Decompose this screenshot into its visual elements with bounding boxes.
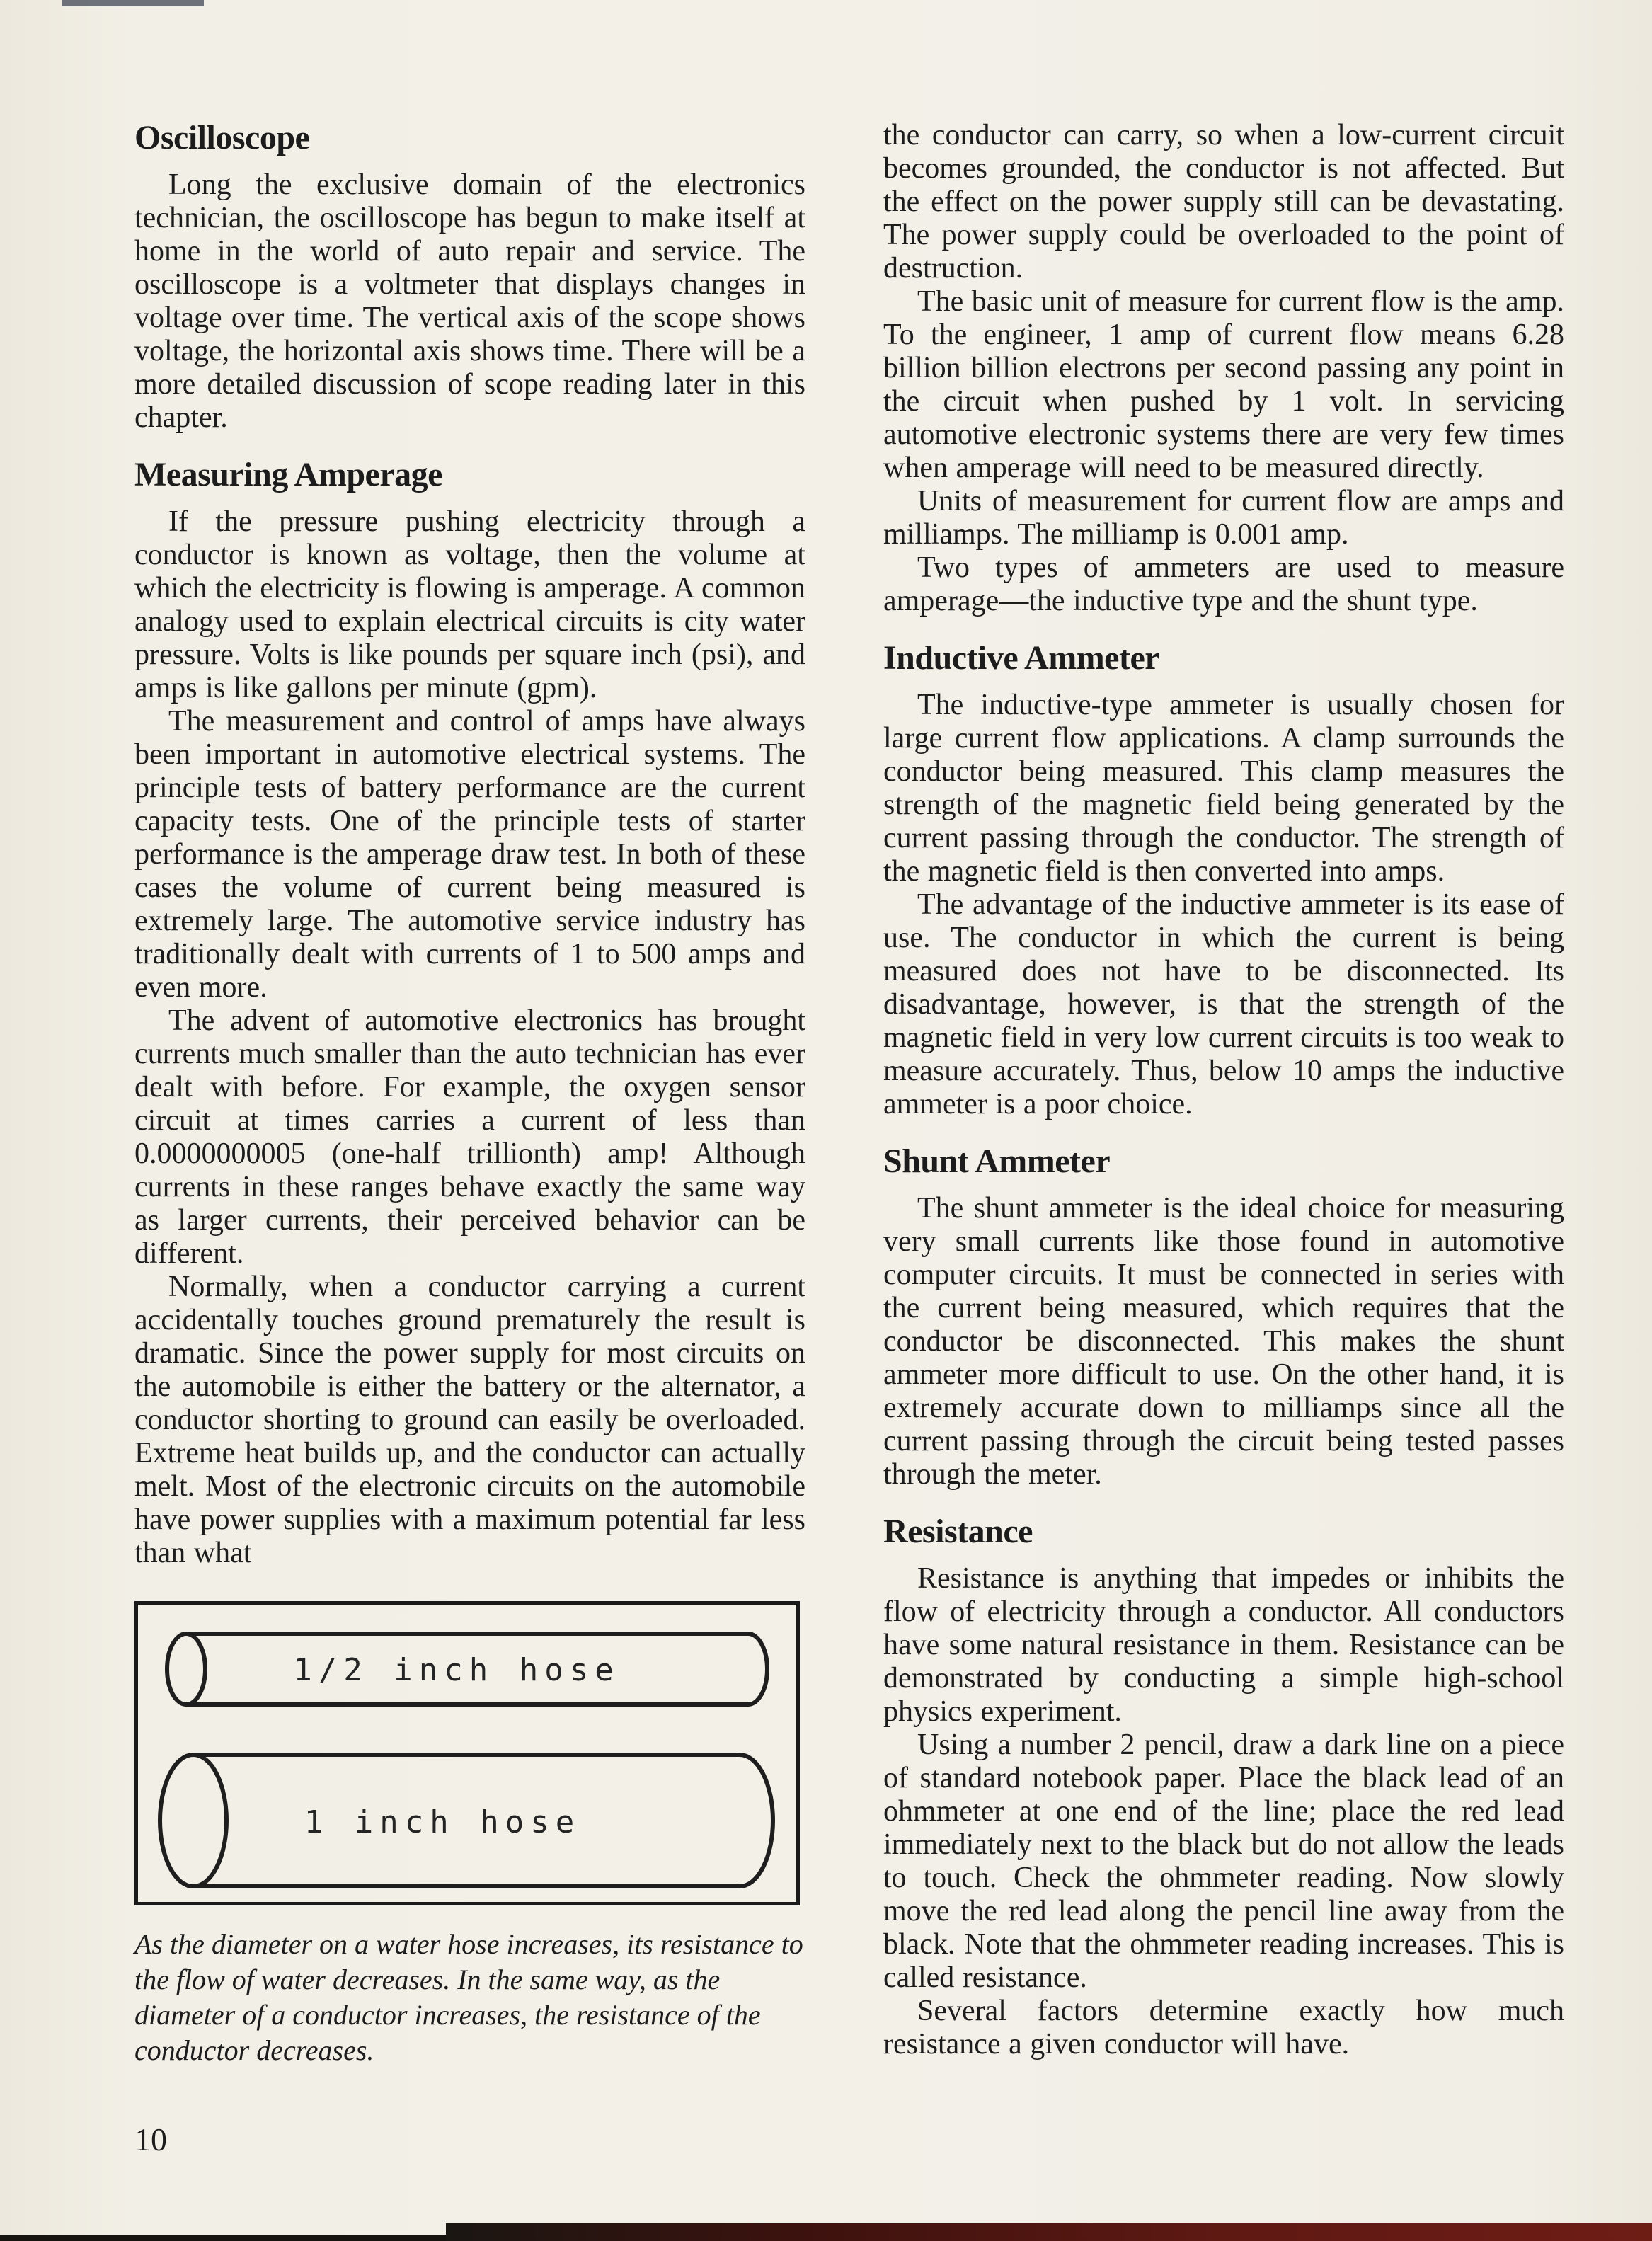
paragraph-amperage-pressure: If the pressure pushing electricity through a conductor is known as voltage, then the volume at which the electricity is flowing is amperage. A common analogy used to explain electrical circuits is city water pressure. Volts is like pounds per square inch (psi), and amps is like gallons per minute (gpm).: [134, 505, 805, 704]
left-column: [134, 119, 805, 2158]
paragraph-oscilloscope: Long the exclusive domain of the electronics technician, the oscilloscope has begun to make itself at home in the world of auto repair and service. The oscilloscope is a voltmeter that displays changes in voltage over time. The vertical axis of the scope shows voltage, the horizontal axis shows time. There will be a more detailed discussion of scope reading later in this chapter.: [134, 168, 805, 434]
paragraph-inductive-clamp: The inductive-type ammeter is usually chosen for large current flow applications. A clamp surrounds the conductor being measured. This clamp measures the strength of the magnetic field being generated by the current passing through the conductor. The strength of the magnetic field is then converted into amps.: [883, 689, 1564, 888]
heading-measuring-amperage: Measuring Amperage: [134, 456, 442, 493]
heading-shunt-ammeter: Shunt Ammeter: [883, 1142, 1111, 1180]
heading-oscilloscope: Oscilloscope: [134, 119, 310, 156]
hose-figure: [134, 1601, 800, 1905]
paragraph-amperage-ground-short: Normally, when a conductor carrying a current accidentally touches ground prematurely the result is dramatic. Since the power supply for most circuits on the automobile is either the battery or the alternator, a conductor shorting to ground can easily be overloaded. Extreme heat builds up, and the conductor can actually melt. Most of the electronic circuits on the automobile have power supplies with a maximum potential far less than what: [134, 1271, 805, 1569]
half-inch-hose-label: 1/2 inch hose: [293, 1652, 620, 1688]
one-inch-hose-left-cap: [160, 1755, 226, 1886]
paragraph-resistance-definition: Resistance is anything that impedes or inhibits the flow of electricity through a conductor. All conductors have some natural resistance in them. Resistance can be demonstrated by conducting a simple high-school physics experiment.: [883, 1562, 1564, 1728]
paragraph-pencil-experiment: Using a number 2 pencil, draw a dark line on a piece of standard notebook paper. Place the black lead of an ohmmeter at one end of the line; place the red lead immediately next to the black but do not allow the leads to touch. Check the ohmmeter reading. Now slowly move the red lead along the pencil line away from the black. Note that the ohmmeter reading increases. This is called resistance.: [883, 1729, 1564, 1994]
half-inch-hose-right-cap: [748, 1634, 767, 1704]
one-inch-hose-label: 1 inch hose: [304, 1804, 581, 1840]
figure-caption: As the diameter on a water hose increases, its resistance to the flow of water decreases. In the same way, as the diameter of a conductor increases, the resistance of the conductor decreases.: [134, 1928, 803, 2066]
half-inch-hose-left-cap: [167, 1634, 205, 1704]
heading-inductive-ammeter: Inductive Ammeter: [883, 639, 1160, 677]
paragraph-units-of-measurement: Units of measurement for current flow are amps and milliamps. The milliamp is 0.001 amp.: [883, 485, 1564, 551]
paragraph-amperage-measurement: The measurement and control of amps have always been important in automotive electrical systems. The principle tests of battery performance are the current capacity tests. One of the principle tests of starter performance is the amperage draw test. In both of these cases the volume of current being measured is extremely large. The automotive service industry has traditionally dealt with currents of 1 to 500 amps and even more.: [134, 705, 805, 1004]
scan-bottom-spine: [446, 2223, 1652, 2241]
paragraph-amperage-electronics: The advent of automotive electronics has brought currents much smaller than the auto technician has ever dealt with before. For example, the oxygen sensor circuit at times carries a current of less than 0.0000000005 (one-half trillionth) amp! Although currents in these ranges behave exactly the same way as larger currents, their perceived behavior can be different.: [134, 1004, 805, 1270]
page-number: 10: [134, 2121, 167, 2157]
paragraph-shunt-ammeter: The shunt ammeter is the ideal choice for measuring very small currents like those found in automotive computer circuits. It must be connected in series with the current being measured, which requires that the conductor be disconnected. This makes the shunt ammeter more difficult to use. On the other hand, it is extremely accurate down to milliamps since all the current passing through the circuit being tested passes through the meter.: [883, 1192, 1564, 1491]
paragraph-conductor-carry: the conductor can carry, so when a low-current circuit becomes grounded, the conductor is not affected. But the effect on the power supply still can be devastating. The power supply could be overloaded to the point of destruction.: [883, 119, 1564, 285]
heading-resistance: Resistance: [883, 1513, 1033, 1550]
scan-top-smudge: [62, 0, 204, 6]
one-inch-hose-right-cap: [740, 1755, 773, 1886]
paragraph-inductive-advantage: The advantage of the inductive ammeter is its ease of use. The conductor in which the current is being measured does not have to be disconnected. Its disadvantage, however, is that the strength of the magnetic field in very low current circuits is too weak to measure accurately. Thus, below 10 amps the inductive ammeter is a poor choice.: [883, 888, 1564, 1120]
right-column: [883, 119, 1564, 2061]
hose-diagram: [138, 1605, 796, 1902]
paragraph-basic-unit-amp: The basic unit of measure for current flow is the amp. To the engineer, 1 amp of current flow means 6.28 billion billion electrons per second passing any point in the circuit when pushed by 1 volt. In servicing automotive electronic systems there are very few times when amperage will need to be measured directly.: [883, 285, 1564, 484]
paragraph-several-factors: Several factors determine exactly how much resistance a given conductor will have.: [883, 1995, 1564, 2061]
paragraph-two-types-ammeters: Two types of ammeters are used to measure amperage—the inductive type and the shunt type.: [883, 551, 1564, 617]
